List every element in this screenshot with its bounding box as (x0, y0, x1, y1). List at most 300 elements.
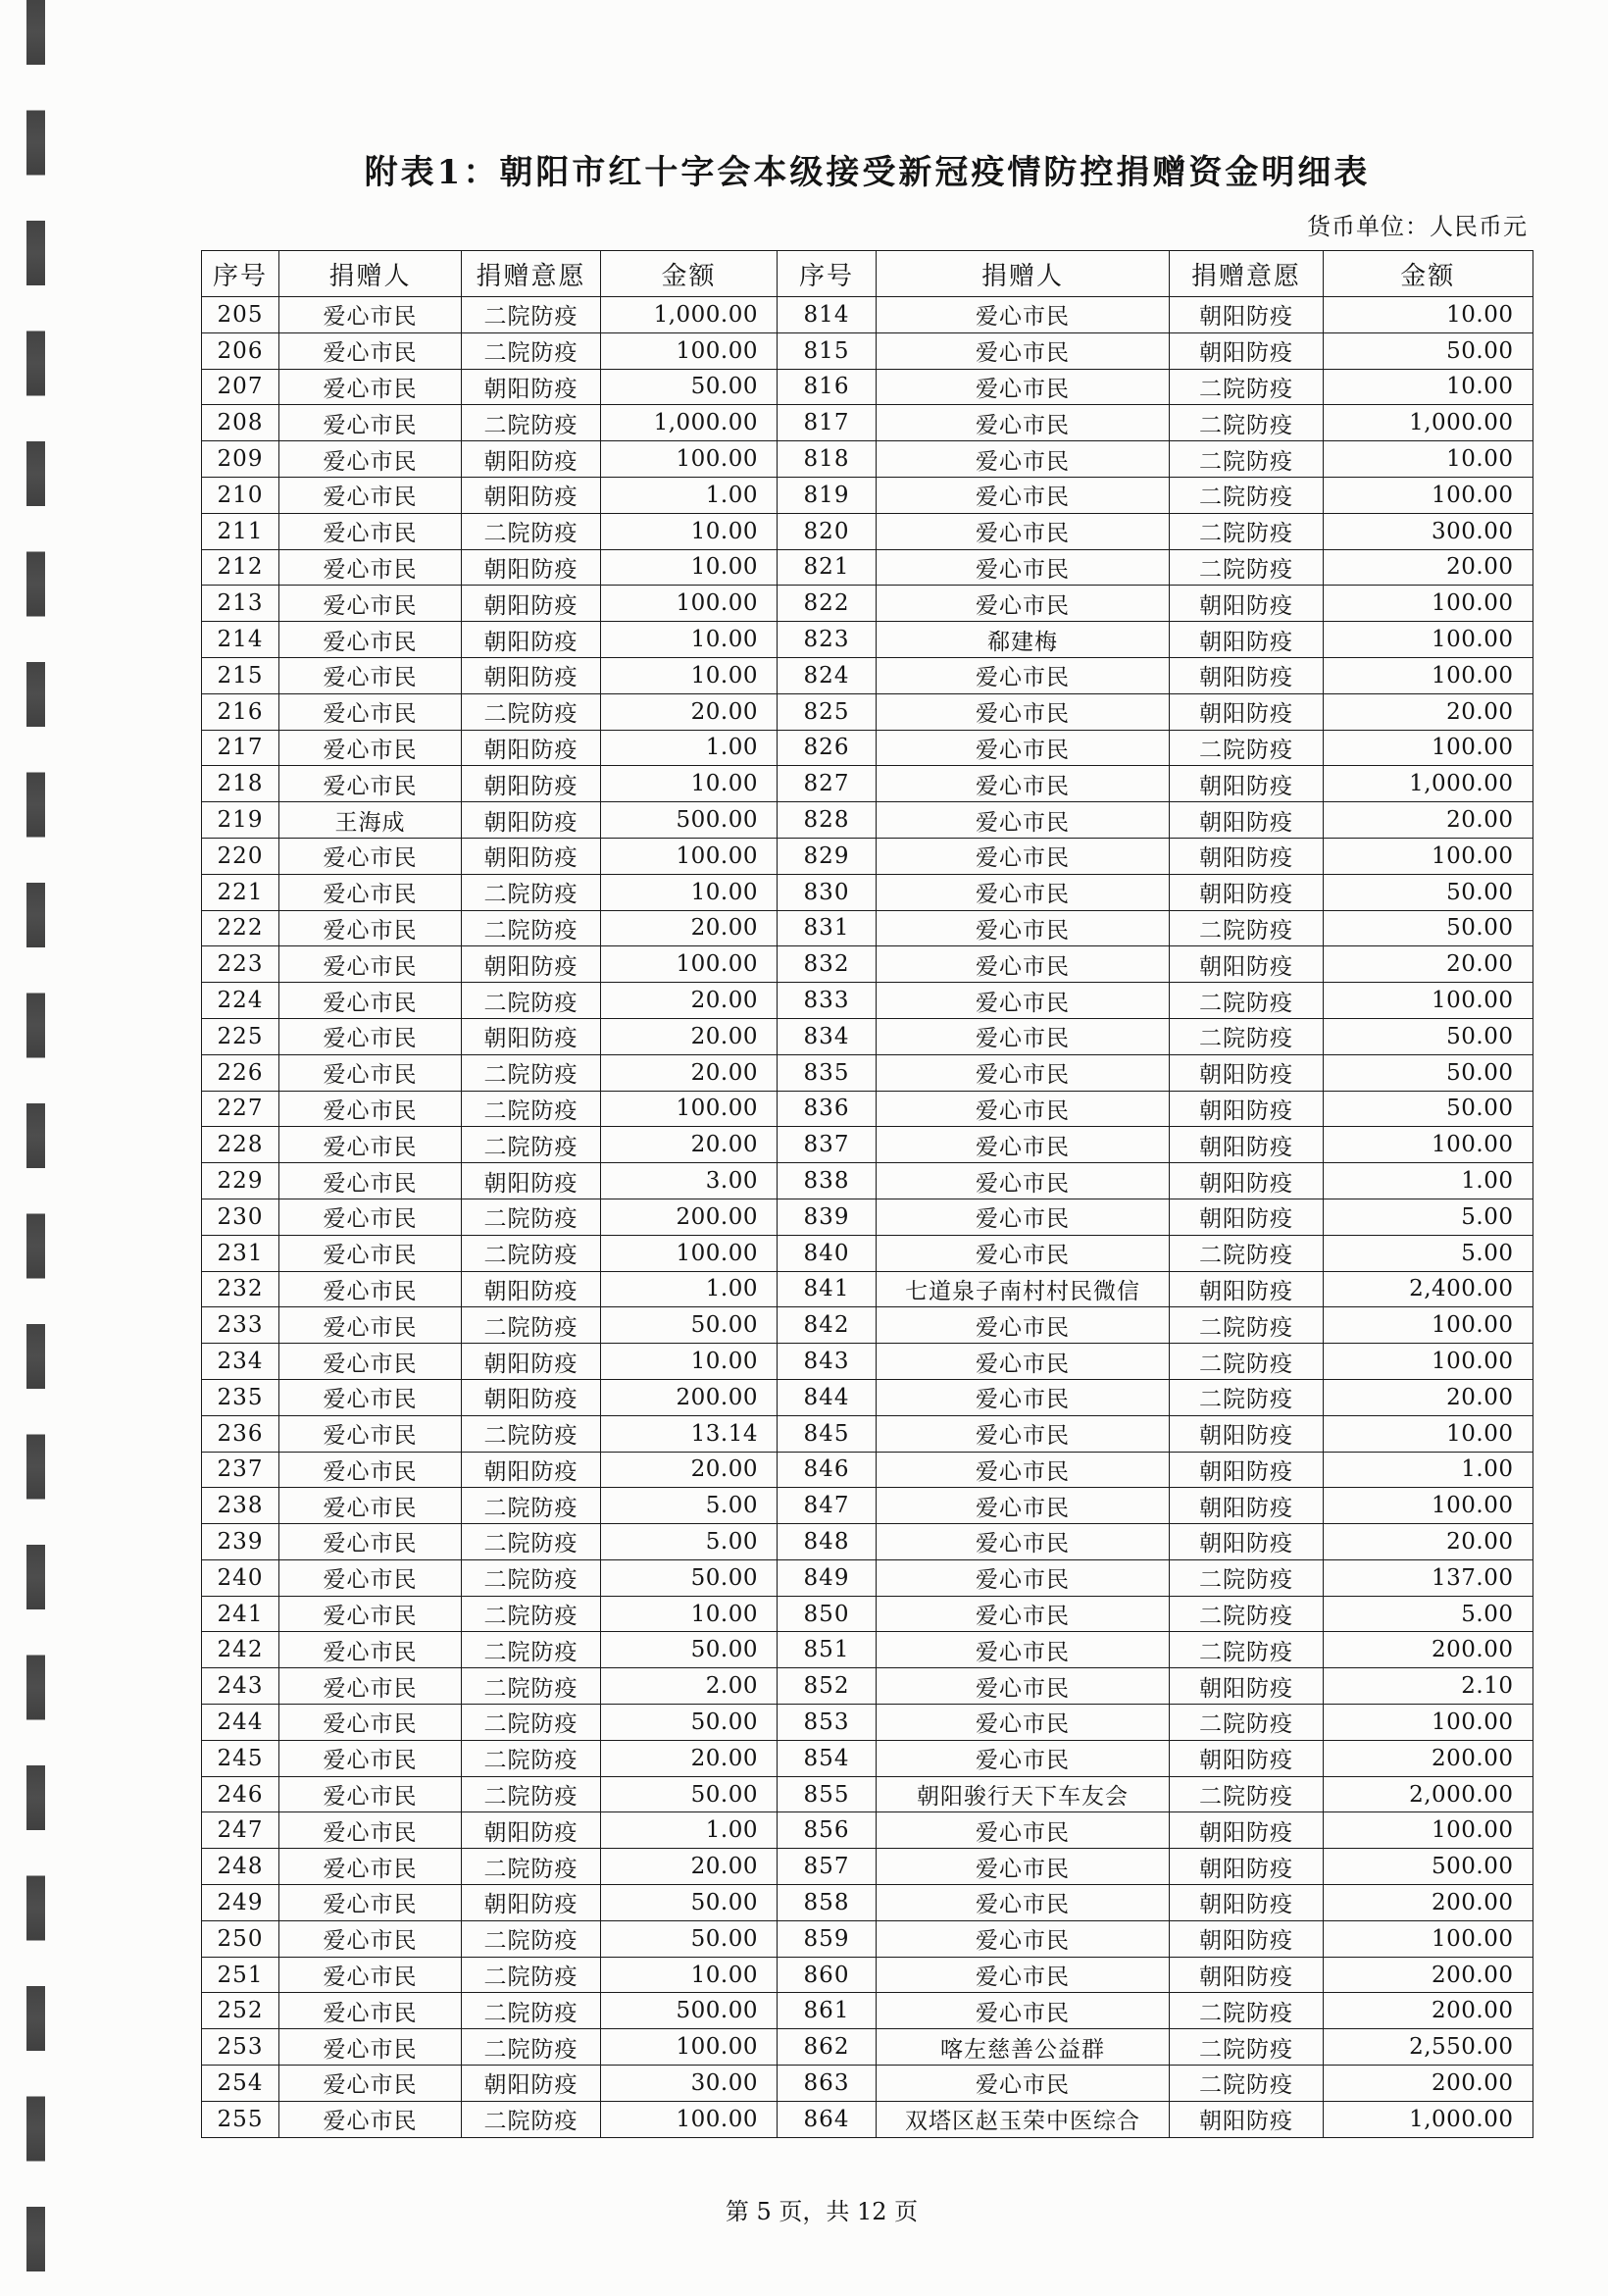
purpose-cell: 二院防疫 (1170, 1777, 1324, 1813)
purpose-cell: 朝阳防疫 (462, 839, 601, 875)
donor-cell: 爱心市民 (877, 2066, 1170, 2102)
amount-cell: 20.00 (1324, 694, 1533, 731)
table-row (202, 1236, 1533, 1272)
purpose-cell: 朝阳防疫 (1170, 694, 1324, 731)
table-body (202, 297, 1533, 2138)
serial-number-cell: 208 (202, 405, 279, 441)
amount-cell: 100.00 (601, 1236, 778, 1272)
amount-cell: 3.00 (601, 1163, 778, 1199)
purpose-cell: 二院防疫 (1170, 405, 1324, 441)
purpose-cell: 二院防疫 (462, 1921, 601, 1958)
amount-cell: 20.00 (1324, 550, 1533, 587)
amount-cell: 5.00 (1324, 1597, 1533, 1633)
donor-cell: 爱心市民 (279, 694, 462, 731)
amount-cell: 50.00 (601, 1632, 778, 1668)
serial-number-cell: 255 (202, 2102, 279, 2138)
serial-number-cell: 825 (778, 694, 877, 731)
donor-cell: 爱心市民 (877, 441, 1170, 478)
amount-cell: 50.00 (601, 1705, 778, 1741)
purpose-cell: 朝阳防疫 (462, 1380, 601, 1416)
donor-cell: 爱心市民 (279, 333, 462, 370)
table-row (202, 875, 1533, 911)
donor-cell: 爱心市民 (279, 1597, 462, 1633)
amount-cell: 100.00 (1324, 1812, 1533, 1849)
serial-number-cell: 213 (202, 586, 279, 622)
serial-number-cell: 214 (202, 622, 279, 658)
table-row (202, 1416, 1533, 1453)
header-donor-right: 捐赠人 (877, 251, 1170, 297)
table-row (202, 2102, 1533, 2138)
donor-cell: 爱心市民 (279, 2066, 462, 2102)
purpose-cell: 二院防疫 (462, 1127, 601, 1163)
donor-cell: 爱心市民 (279, 1272, 462, 1308)
serial-number-cell: 245 (202, 1741, 279, 1777)
donor-cell: 爱心市民 (279, 514, 462, 550)
amount-cell: 1.00 (601, 1272, 778, 1308)
amount-cell: 20.00 (1324, 1524, 1533, 1560)
donor-cell: 爱心市民 (877, 1741, 1170, 1777)
amount-cell: 5.00 (601, 1524, 778, 1560)
amount-cell: 100.00 (601, 946, 778, 983)
serial-number-cell: 250 (202, 1921, 279, 1958)
donor-cell: 爱心市民 (279, 405, 462, 441)
amount-cell: 10.00 (601, 766, 778, 802)
purpose-cell: 二院防疫 (462, 1524, 601, 1560)
amount-cell: 20.00 (601, 1127, 778, 1163)
amount-cell: 100.00 (1324, 1127, 1533, 1163)
table-row (202, 333, 1533, 370)
donor-cell: 爱心市民 (877, 1163, 1170, 1199)
purpose-cell: 朝阳防疫 (1170, 946, 1324, 983)
purpose-cell: 二院防疫 (462, 2102, 601, 2138)
table-row (202, 1632, 1533, 1668)
purpose-cell: 朝阳防疫 (462, 658, 601, 694)
amount-cell: 2.00 (601, 1668, 778, 1705)
amount-cell: 10.00 (601, 1597, 778, 1633)
purpose-cell: 二院防疫 (462, 1092, 601, 1128)
serial-number-cell: 846 (778, 1453, 877, 1489)
purpose-cell: 朝阳防疫 (1170, 839, 1324, 875)
donor-cell: 爱心市民 (877, 731, 1170, 767)
donor-cell: 爱心市民 (279, 2029, 462, 2066)
amount-cell: 1.00 (601, 1812, 778, 1849)
purpose-cell: 二院防疫 (462, 405, 601, 441)
donor-cell: 爱心市民 (877, 766, 1170, 802)
donor-cell: 爱心市民 (279, 1705, 462, 1741)
purpose-cell: 朝阳防疫 (1170, 1812, 1324, 1849)
donor-cell: 爱心市民 (877, 1380, 1170, 1416)
table-row (202, 622, 1533, 658)
purpose-cell: 二院防疫 (462, 983, 601, 1019)
serial-number-cell: 816 (778, 370, 877, 406)
serial-number-cell: 814 (778, 297, 877, 333)
amount-cell: 50.00 (1324, 1019, 1533, 1055)
table-row (202, 1307, 1533, 1344)
table-row (202, 946, 1533, 983)
table-row (202, 694, 1533, 731)
table-row (202, 1849, 1533, 1885)
amount-cell: 50.00 (1324, 1055, 1533, 1092)
serial-number-cell: 218 (202, 766, 279, 802)
serial-number-cell: 824 (778, 658, 877, 694)
purpose-cell: 朝阳防疫 (1170, 1849, 1324, 1885)
purpose-cell: 朝阳防疫 (1170, 1272, 1324, 1308)
serial-number-cell: 829 (778, 839, 877, 875)
purpose-cell: 二院防疫 (462, 2029, 601, 2066)
amount-cell: 10.00 (1324, 1416, 1533, 1453)
purpose-cell: 朝阳防疫 (462, 1453, 601, 1489)
serial-number-cell: 206 (202, 333, 279, 370)
amount-cell: 20.00 (601, 911, 778, 947)
table-row (202, 1705, 1533, 1741)
serial-number-cell: 857 (778, 1849, 877, 1885)
purpose-cell: 二院防疫 (462, 1849, 601, 1885)
purpose-cell: 朝阳防疫 (462, 478, 601, 514)
donor-cell: 爱心市民 (877, 1668, 1170, 1705)
amount-cell: 200.00 (1324, 1958, 1533, 1994)
serial-number-cell: 844 (778, 1380, 877, 1416)
amount-cell: 100.00 (1324, 478, 1533, 514)
serial-number-cell: 221 (202, 875, 279, 911)
table-row (202, 405, 1533, 441)
purpose-cell: 朝阳防疫 (462, 1019, 601, 1055)
serial-number-cell: 854 (778, 1741, 877, 1777)
table-row (202, 1777, 1533, 1813)
purpose-cell: 二院防疫 (1170, 370, 1324, 406)
serial-number-cell: 838 (778, 1163, 877, 1199)
purpose-cell: 朝阳防疫 (1170, 1885, 1324, 1921)
purpose-cell: 朝阳防疫 (1170, 1127, 1324, 1163)
serial-number-cell: 863 (778, 2066, 877, 2102)
donor-cell: 爱心市民 (279, 297, 462, 333)
amount-cell: 10.00 (601, 875, 778, 911)
amount-cell: 100.00 (601, 839, 778, 875)
header-serial-left: 序号 (202, 251, 279, 297)
serial-number-cell: 820 (778, 514, 877, 550)
serial-number-cell: 236 (202, 1416, 279, 1453)
donor-cell: 爱心市民 (877, 1199, 1170, 1236)
donor-cell: 爱心市民 (877, 1885, 1170, 1921)
purpose-cell: 朝阳防疫 (462, 766, 601, 802)
purpose-cell: 二院防疫 (462, 911, 601, 947)
donor-cell: 爱心市民 (279, 731, 462, 767)
amount-cell: 200.00 (601, 1380, 778, 1416)
donor-cell: 双塔区赵玉荣中医综合 (877, 2102, 1170, 2138)
serial-number-cell: 851 (778, 1632, 877, 1668)
purpose-cell: 二院防疫 (1170, 1307, 1324, 1344)
table-row (202, 514, 1533, 550)
purpose-cell: 二院防疫 (462, 1993, 601, 2029)
purpose-cell: 朝阳防疫 (462, 370, 601, 406)
amount-cell: 500.00 (601, 1993, 778, 2029)
table-row (202, 1488, 1533, 1524)
amount-cell: 10.00 (601, 1344, 778, 1380)
amount-cell: 100.00 (601, 586, 778, 622)
amount-cell: 200.00 (1324, 1741, 1533, 1777)
donor-cell: 爱心市民 (877, 1019, 1170, 1055)
serial-number-cell: 848 (778, 1524, 877, 1560)
donor-cell: 爱心市民 (877, 550, 1170, 587)
amount-cell: 1,000.00 (1324, 2102, 1533, 2138)
purpose-cell: 二院防疫 (1170, 911, 1324, 947)
donor-cell: 爱心市民 (279, 550, 462, 587)
amount-cell: 100.00 (1324, 1488, 1533, 1524)
donor-cell: 爱心市民 (877, 694, 1170, 731)
donor-cell: 爱心市民 (279, 1741, 462, 1777)
table-row (202, 586, 1533, 622)
amount-cell: 1,000.00 (601, 405, 778, 441)
purpose-cell: 二院防疫 (1170, 1236, 1324, 1272)
table-row (202, 297, 1533, 333)
serial-number-cell: 248 (202, 1849, 279, 1885)
amount-cell: 100.00 (1324, 1921, 1533, 1958)
purpose-cell: 二院防疫 (1170, 1380, 1324, 1416)
donor-cell: 爱心市民 (279, 1092, 462, 1128)
amount-cell: 50.00 (601, 1307, 778, 1344)
purpose-cell: 二院防疫 (462, 1236, 601, 1272)
serial-number-cell: 224 (202, 983, 279, 1019)
table-row (202, 766, 1533, 802)
donor-cell: 爱心市民 (279, 1127, 462, 1163)
purpose-cell: 二院防疫 (1170, 514, 1324, 550)
table-row (202, 1958, 1533, 1994)
donor-cell: 爱心市民 (279, 370, 462, 406)
table-row (202, 2066, 1533, 2102)
serial-number-cell: 210 (202, 478, 279, 514)
donor-cell: 爱心市民 (279, 1307, 462, 1344)
amount-cell: 20.00 (1324, 802, 1533, 839)
amount-cell: 1.00 (1324, 1163, 1533, 1199)
table-row (202, 550, 1533, 587)
table-row (202, 1019, 1533, 1055)
header-amount-left: 金额 (601, 251, 778, 297)
donor-cell: 爱心市民 (877, 1921, 1170, 1958)
table-row (202, 1055, 1533, 1092)
table-row (202, 983, 1533, 1019)
serial-number-cell: 840 (778, 1236, 877, 1272)
serial-number-cell: 859 (778, 1921, 877, 1958)
purpose-cell: 朝阳防疫 (462, 802, 601, 839)
amount-cell: 1,000.00 (601, 297, 778, 333)
amount-cell: 100.00 (1324, 622, 1533, 658)
serial-number-cell: 229 (202, 1163, 279, 1199)
purpose-cell: 二院防疫 (1170, 1705, 1324, 1741)
table-row (202, 1668, 1533, 1705)
donor-cell: 爱心市民 (877, 1127, 1170, 1163)
header-donor-left: 捐赠人 (279, 251, 462, 297)
amount-cell: 50.00 (601, 1560, 778, 1597)
donor-cell: 爱心市民 (279, 441, 462, 478)
serial-number-cell: 231 (202, 1236, 279, 1272)
serial-number-cell: 225 (202, 1019, 279, 1055)
donor-cell: 爱心市民 (279, 1885, 462, 1921)
serial-number-cell: 242 (202, 1632, 279, 1668)
donor-cell: 爱心市民 (279, 1453, 462, 1489)
purpose-cell: 朝阳防疫 (462, 1344, 601, 1380)
donor-cell: 爱心市民 (877, 405, 1170, 441)
purpose-cell: 朝阳防疫 (1170, 2102, 1324, 2138)
purpose-cell: 二院防疫 (462, 1741, 601, 1777)
amount-cell: 20.00 (601, 1741, 778, 1777)
table-row (202, 2029, 1533, 2066)
amount-cell: 100.00 (601, 1092, 778, 1128)
serial-number-cell: 855 (778, 1777, 877, 1813)
amount-cell: 100.00 (1324, 983, 1533, 1019)
serial-number-cell: 819 (778, 478, 877, 514)
donation-table (201, 250, 1533, 2138)
amount-cell: 100.00 (601, 2102, 778, 2138)
amount-cell: 100.00 (1324, 1307, 1533, 1344)
amount-cell: 50.00 (1324, 333, 1533, 370)
serial-number-cell: 818 (778, 441, 877, 478)
purpose-cell: 朝阳防疫 (462, 1812, 601, 1849)
purpose-cell: 二院防疫 (1170, 983, 1324, 1019)
table-row (202, 1272, 1533, 1308)
serial-number-cell: 220 (202, 839, 279, 875)
purpose-cell: 朝阳防疫 (1170, 622, 1324, 658)
purpose-cell: 朝阳防疫 (462, 2066, 601, 2102)
table-row (202, 1993, 1533, 2029)
purpose-cell: 二院防疫 (462, 1488, 601, 1524)
donor-cell: 爱心市民 (279, 1777, 462, 1813)
table-row (202, 370, 1533, 406)
amount-cell: 20.00 (601, 1019, 778, 1055)
amount-cell: 1.00 (601, 731, 778, 767)
donor-cell: 爱心市民 (877, 478, 1170, 514)
purpose-cell: 二院防疫 (1170, 1344, 1324, 1380)
serial-number-cell: 216 (202, 694, 279, 731)
serial-number-cell: 244 (202, 1705, 279, 1741)
amount-cell: 20.00 (601, 1055, 778, 1092)
donor-cell: 爱心市民 (279, 2102, 462, 2138)
amount-cell: 5.00 (1324, 1199, 1533, 1236)
donor-cell: 爱心市民 (279, 1632, 462, 1668)
purpose-cell: 二院防疫 (1170, 1597, 1324, 1633)
serial-number-cell: 209 (202, 441, 279, 478)
serial-number-cell: 828 (778, 802, 877, 839)
serial-number-cell: 833 (778, 983, 877, 1019)
serial-number-cell: 243 (202, 1668, 279, 1705)
amount-cell: 50.00 (601, 370, 778, 406)
purpose-cell: 朝阳防疫 (1170, 766, 1324, 802)
amount-cell: 200.00 (1324, 1885, 1533, 1921)
donor-cell: 爱心市民 (877, 1958, 1170, 1994)
amount-cell: 50.00 (1324, 875, 1533, 911)
serial-number-cell: 836 (778, 1092, 877, 1128)
donor-cell: 爱心市民 (877, 911, 1170, 947)
header-amount-right: 金额 (1324, 251, 1533, 297)
purpose-cell: 二院防疫 (462, 1597, 601, 1633)
amount-cell: 2,000.00 (1324, 1777, 1533, 1813)
amount-cell: 100.00 (1324, 839, 1533, 875)
header-serial-right: 序号 (778, 251, 877, 297)
page-number-footer: 第 5 页，共 12 页 (725, 2198, 919, 2225)
table-row (202, 1812, 1533, 1849)
serial-number-cell: 852 (778, 1668, 877, 1705)
serial-number-cell: 841 (778, 1272, 877, 1308)
purpose-cell: 朝阳防疫 (1170, 1668, 1324, 1705)
purpose-cell: 朝阳防疫 (1170, 1741, 1324, 1777)
donor-cell: 爱心市民 (877, 586, 1170, 622)
purpose-cell: 朝阳防疫 (462, 441, 601, 478)
amount-cell: 300.00 (1324, 514, 1533, 550)
donor-cell: 爱心市民 (877, 1560, 1170, 1597)
purpose-cell: 二院防疫 (462, 694, 601, 731)
serial-number-cell: 207 (202, 370, 279, 406)
purpose-cell: 二院防疫 (1170, 2029, 1324, 2066)
table-row (202, 1344, 1533, 1380)
donor-cell: 爱心市民 (877, 983, 1170, 1019)
serial-number-cell: 230 (202, 1199, 279, 1236)
purpose-cell: 朝阳防疫 (1170, 802, 1324, 839)
table-row (202, 1092, 1533, 1128)
table-row (202, 1597, 1533, 1633)
purpose-cell: 朝阳防疫 (1170, 875, 1324, 911)
donor-cell: 爱心市民 (279, 586, 462, 622)
table-header-row (202, 251, 1533, 297)
amount-cell: 5.00 (601, 1488, 778, 1524)
purpose-cell: 二院防疫 (462, 1632, 601, 1668)
serial-number-cell: 239 (202, 1524, 279, 1560)
amount-cell: 137.00 (1324, 1560, 1533, 1597)
purpose-cell: 朝阳防疫 (1170, 1092, 1324, 1128)
amount-cell: 100.00 (1324, 731, 1533, 767)
donor-cell: 爱心市民 (279, 1993, 462, 2029)
donor-cell: 爱心市民 (279, 478, 462, 514)
serial-number-cell: 843 (778, 1344, 877, 1380)
table-row (202, 911, 1533, 947)
amount-cell: 200.00 (601, 1199, 778, 1236)
donor-cell: 爱心市民 (279, 1416, 462, 1453)
serial-number-cell: 205 (202, 297, 279, 333)
table-row (202, 478, 1533, 514)
amount-cell: 100.00 (601, 2029, 778, 2066)
donor-cell: 爱心市民 (279, 1488, 462, 1524)
amount-cell: 1.00 (601, 478, 778, 514)
amount-cell: 50.00 (1324, 1092, 1533, 1128)
table-row (202, 1524, 1533, 1560)
serial-number-cell: 238 (202, 1488, 279, 1524)
serial-number-cell: 842 (778, 1307, 877, 1344)
amount-cell: 100.00 (1324, 1705, 1533, 1741)
donor-cell: 爱心市民 (279, 1560, 462, 1597)
purpose-cell: 朝阳防疫 (1170, 1055, 1324, 1092)
donor-cell: 爱心市民 (279, 766, 462, 802)
serial-number-cell: 211 (202, 514, 279, 550)
donor-cell: 七道泉子南村村民微信 (877, 1272, 1170, 1308)
donor-cell: 爱心市民 (877, 1488, 1170, 1524)
amount-cell: 50.00 (601, 1777, 778, 1813)
serial-number-cell: 860 (778, 1958, 877, 1994)
table-row (202, 1127, 1533, 1163)
serial-number-cell: 252 (202, 1993, 279, 2029)
donor-cell: 爱心市民 (877, 839, 1170, 875)
serial-number-cell: 864 (778, 2102, 877, 2138)
serial-number-cell: 217 (202, 731, 279, 767)
serial-number-cell: 253 (202, 2029, 279, 2066)
serial-number-cell: 839 (778, 1199, 877, 1236)
serial-number-cell: 234 (202, 1344, 279, 1380)
purpose-cell: 朝阳防疫 (1170, 1958, 1324, 1994)
purpose-cell: 朝阳防疫 (1170, 297, 1324, 333)
serial-number-cell: 219 (202, 802, 279, 839)
purpose-cell: 二院防疫 (1170, 478, 1324, 514)
amount-cell: 10.00 (601, 550, 778, 587)
donor-cell: 爱心市民 (877, 946, 1170, 983)
donor-cell: 爱心市民 (279, 1344, 462, 1380)
table-row (202, 1380, 1533, 1416)
donor-cell: 爱心市民 (877, 1236, 1170, 1272)
